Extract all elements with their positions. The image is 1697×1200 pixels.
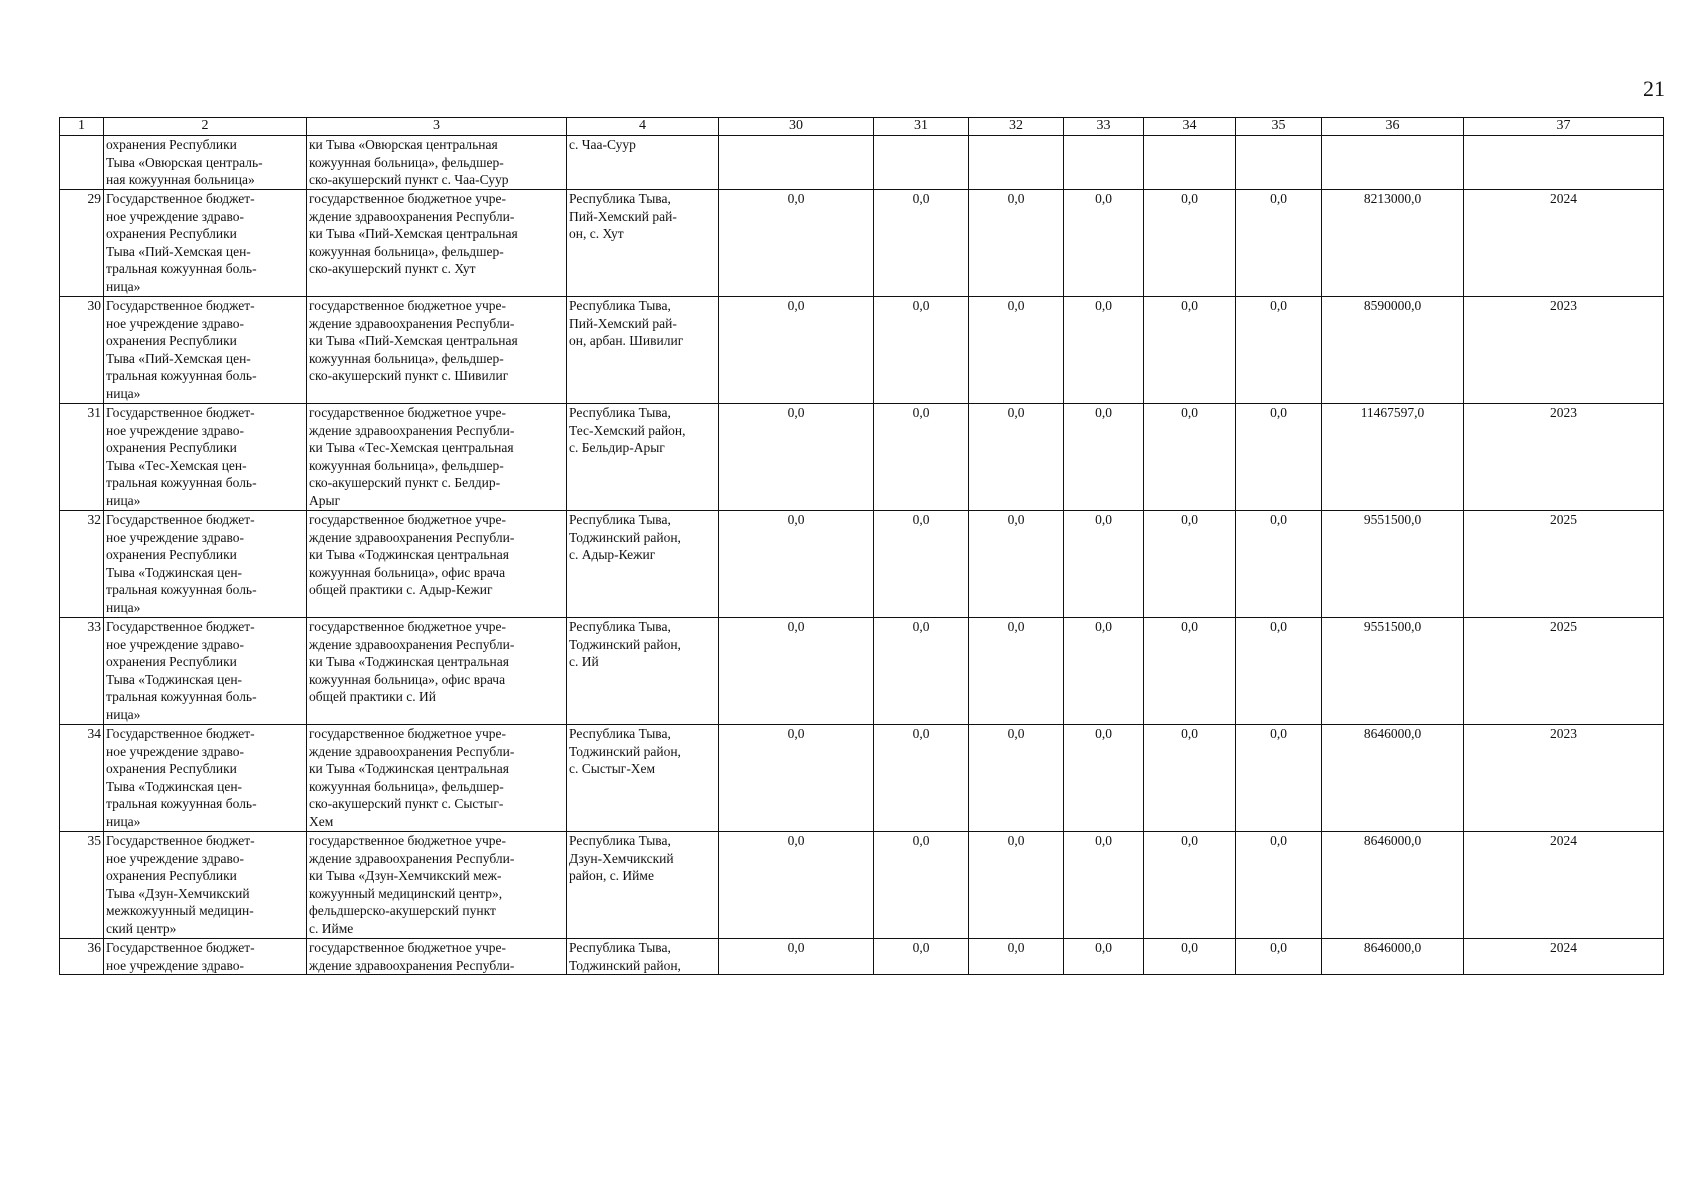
value-cell-32: 0,0	[969, 190, 1064, 297]
value-cell-35	[1236, 136, 1322, 190]
value-cell-30: 0,0	[719, 190, 874, 297]
value-cell-32: 0,0	[969, 832, 1064, 939]
year-cell	[1464, 136, 1664, 190]
address-cell: Республика Тыва, Тоджинский район, с. Адыр-Кежиг	[567, 511, 719, 618]
object-cell: государственное бюджетное учре- ждение здравоохранения Республи- ки Тыва «Тоджинская центральная кожуунная больница», офис врача общей практики с. Ий	[307, 618, 567, 725]
table-row	[60, 725, 1664, 832]
table-row	[60, 136, 1664, 190]
address-cell: Республика Тыва, Тоджинский район, с. Ий	[567, 618, 719, 725]
value-cell-31: 0,0	[874, 190, 969, 297]
value-cell-35: 0,0	[1236, 832, 1322, 939]
institution-cell: Государственное бюджет- ное учреждение здраво- охранения Республики Тыва «Тоджинская цен- тральная кожуунная боль- ница»	[104, 511, 307, 618]
value-cell-30: 0,0	[719, 618, 874, 725]
row-number-cell: 36	[60, 939, 104, 975]
institution-cell: Государственное бюджет- ное учреждение здраво- охранения Республики Тыва «Тоджинская цен- тральная кожуунная боль- ница»	[104, 725, 307, 832]
value-cell-33: 0,0	[1064, 404, 1144, 511]
value-cell-33	[1064, 136, 1144, 190]
value-cell-30: 0,0	[719, 404, 874, 511]
amount-cell: 8646000,0	[1322, 832, 1464, 939]
address-cell: с. Чаа-Суур	[567, 136, 719, 190]
value-cell-31	[874, 136, 969, 190]
institution-cell: Государственное бюджет- ное учреждение здраво-	[104, 939, 307, 975]
column-header: 37	[1464, 118, 1664, 136]
amount-cell: 11467597,0	[1322, 404, 1464, 511]
value-cell-33: 0,0	[1064, 190, 1144, 297]
value-cell-31: 0,0	[874, 404, 969, 511]
amount-cell: 8590000,0	[1322, 297, 1464, 404]
table-row	[60, 190, 1664, 297]
column-header: 1	[60, 118, 104, 136]
address-cell: Республика Тыва, Дзун-Хемчикский район, с. Ийме	[567, 832, 719, 939]
row-number-cell: 34	[60, 725, 104, 832]
column-header: 31	[874, 118, 969, 136]
object-cell: государственное бюджетное учре- ждение здравоохранения Республи- ки Тыва «Тес-Хемская центральная кожуунная больница», фельдшер- ско-акушерский пункт с. Белдир- Арыг	[307, 404, 567, 511]
value-cell-35: 0,0	[1236, 190, 1322, 297]
amount-cell	[1322, 136, 1464, 190]
value-cell-30: 0,0	[719, 297, 874, 404]
table-row	[60, 511, 1664, 618]
value-cell-30: 0,0	[719, 511, 874, 618]
year-cell: 2025	[1464, 618, 1664, 725]
row-number-cell: 35	[60, 832, 104, 939]
amount-cell: 8646000,0	[1322, 939, 1464, 975]
value-cell-34: 0,0	[1144, 297, 1236, 404]
row-number-cell: 33	[60, 618, 104, 725]
value-cell-34	[1144, 136, 1236, 190]
institution-cell: Государственное бюджет- ное учреждение здраво- охранения Республики Тыва «Тес-Хемская цен- тральная кожуунная боль- ница»	[104, 404, 307, 511]
row-number-cell: 30	[60, 297, 104, 404]
amount-cell: 8646000,0	[1322, 725, 1464, 832]
year-cell: 2024	[1464, 832, 1664, 939]
object-cell: ки Тыва «Овюрская центральная кожуунная больница», фельдшер- ско-акушерский пункт с. Чаа-Суур	[307, 136, 567, 190]
value-cell-32: 0,0	[969, 618, 1064, 725]
value-cell-32: 0,0	[969, 404, 1064, 511]
value-cell-34: 0,0	[1144, 618, 1236, 725]
table-row	[60, 832, 1664, 939]
amount-cell: 9551500,0	[1322, 618, 1464, 725]
address-cell: Республика Тыва, Пий-Хемский рай- он, с. Хут	[567, 190, 719, 297]
column-header: 34	[1144, 118, 1236, 136]
data-table	[59, 117, 1664, 975]
year-cell: 2025	[1464, 511, 1664, 618]
value-cell-34: 0,0	[1144, 832, 1236, 939]
value-cell-35: 0,0	[1236, 511, 1322, 618]
value-cell-31: 0,0	[874, 511, 969, 618]
value-cell-33: 0,0	[1064, 939, 1144, 975]
value-cell-34: 0,0	[1144, 725, 1236, 832]
value-cell-35: 0,0	[1236, 725, 1322, 832]
institution-cell: Государственное бюджет- ное учреждение здраво- охранения Республики Тыва «Пий-Хемская цен- тральная кожуунная боль- ница»	[104, 297, 307, 404]
year-cell: 2024	[1464, 190, 1664, 297]
table-row	[60, 297, 1664, 404]
value-cell-33: 0,0	[1064, 618, 1144, 725]
object-cell: государственное бюджетное учре- ждение здравоохранения Республи-	[307, 939, 567, 975]
row-number-cell: 29	[60, 190, 104, 297]
value-cell-35: 0,0	[1236, 404, 1322, 511]
value-cell-35: 0,0	[1236, 618, 1322, 725]
address-cell: Республика Тыва, Тес-Хемский район, с. Бельдир-Арыг	[567, 404, 719, 511]
row-number-cell: 32	[60, 511, 104, 618]
object-cell: государственное бюджетное учре- ждение здравоохранения Республи- ки Тыва «Тоджинская центральная кожуунная больница», офис врача общей практики с. Адыр-Кежиг	[307, 511, 567, 618]
object-cell: государственное бюджетное учре- ждение здравоохранения Республи- ки Тыва «Пий-Хемская центральная кожуунная больница», фельдшер- ско-акушерский пункт с. Хут	[307, 190, 567, 297]
year-cell: 2023	[1464, 725, 1664, 832]
column-number-row	[60, 118, 1664, 136]
institution-cell: охранения Республики Тыва «Овюрская централь- ная кожуунная больница»	[104, 136, 307, 190]
value-cell-31: 0,0	[874, 618, 969, 725]
value-cell-34: 0,0	[1144, 939, 1236, 975]
value-cell-32: 0,0	[969, 725, 1064, 832]
value-cell-33: 0,0	[1064, 511, 1144, 618]
page-number: 21	[1643, 76, 1665, 101]
column-header: 35	[1236, 118, 1322, 136]
value-cell-33: 0,0	[1064, 832, 1144, 939]
value-cell-34: 0,0	[1144, 190, 1236, 297]
value-cell-30: 0,0	[719, 725, 874, 832]
value-cell-32: 0,0	[969, 511, 1064, 618]
object-cell: государственное бюджетное учре- ждение здравоохранения Республи- ки Тыва «Дзун-Хемчикский меж- кожуунный медицинский центр», фельдшерско-акушерский пункт с. Ийме	[307, 832, 567, 939]
address-cell: Республика Тыва, Тоджинский район,	[567, 939, 719, 975]
value-cell-33: 0,0	[1064, 297, 1144, 404]
year-cell: 2023	[1464, 404, 1664, 511]
value-cell-31: 0,0	[874, 297, 969, 404]
column-header: 33	[1064, 118, 1144, 136]
value-cell-32: 0,0	[969, 297, 1064, 404]
value-cell-31: 0,0	[874, 832, 969, 939]
address-cell: Республика Тыва, Пий-Хемский рай- он, арбан. Шивилиг	[567, 297, 719, 404]
institution-cell: Государственное бюджет- ное учреждение здраво- охранения Республики Тыва «Тоджинская цен- тральная кожуунная боль- ница»	[104, 618, 307, 725]
table-row	[60, 404, 1664, 511]
value-cell-35: 0,0	[1236, 939, 1322, 975]
value-cell-30: 0,0	[719, 939, 874, 975]
amount-cell: 9551500,0	[1322, 511, 1464, 618]
value-cell-34: 0,0	[1144, 511, 1236, 618]
value-cell-30: 0,0	[719, 832, 874, 939]
year-cell: 2023	[1464, 297, 1664, 404]
object-cell: государственное бюджетное учре- ждение здравоохранения Республи- ки Тыва «Тоджинская центральная кожуунная больница», фельдшер- ско-акушерский пункт с. Сыстыг- Хем	[307, 725, 567, 832]
column-header: 32	[969, 118, 1064, 136]
value-cell-35: 0,0	[1236, 297, 1322, 404]
value-cell-33: 0,0	[1064, 725, 1144, 832]
value-cell-34: 0,0	[1144, 404, 1236, 511]
value-cell-32	[969, 136, 1064, 190]
column-header: 30	[719, 118, 874, 136]
column-header: 2	[104, 118, 307, 136]
column-header: 4	[567, 118, 719, 136]
value-cell-32: 0,0	[969, 939, 1064, 975]
table-row	[60, 618, 1664, 725]
institution-cell: Государственное бюджет- ное учреждение здраво- охранения Республики Тыва «Дзун-Хемчикский межкожуунный медицин- ский центр»	[104, 832, 307, 939]
year-cell: 2024	[1464, 939, 1664, 975]
column-header: 36	[1322, 118, 1464, 136]
value-cell-31: 0,0	[874, 725, 969, 832]
value-cell-31: 0,0	[874, 939, 969, 975]
value-cell-30	[719, 136, 874, 190]
table-row	[60, 939, 1664, 975]
row-number-cell	[60, 136, 104, 190]
institution-cell: Государственное бюджет- ное учреждение здраво- охранения Республики Тыва «Пий-Хемская цен- тральная кожуунная боль- ница»	[104, 190, 307, 297]
row-number-cell: 31	[60, 404, 104, 511]
address-cell: Республика Тыва, Тоджинский район, с. Сыстыг-Хем	[567, 725, 719, 832]
column-header: 3	[307, 118, 567, 136]
object-cell: государственное бюджетное учре- ждение здравоохранения Республи- ки Тыва «Пий-Хемская центральная кожуунная больница», фельдшер- ско-акушерский пункт с. Шивилиг	[307, 297, 567, 404]
amount-cell: 8213000,0	[1322, 190, 1464, 297]
